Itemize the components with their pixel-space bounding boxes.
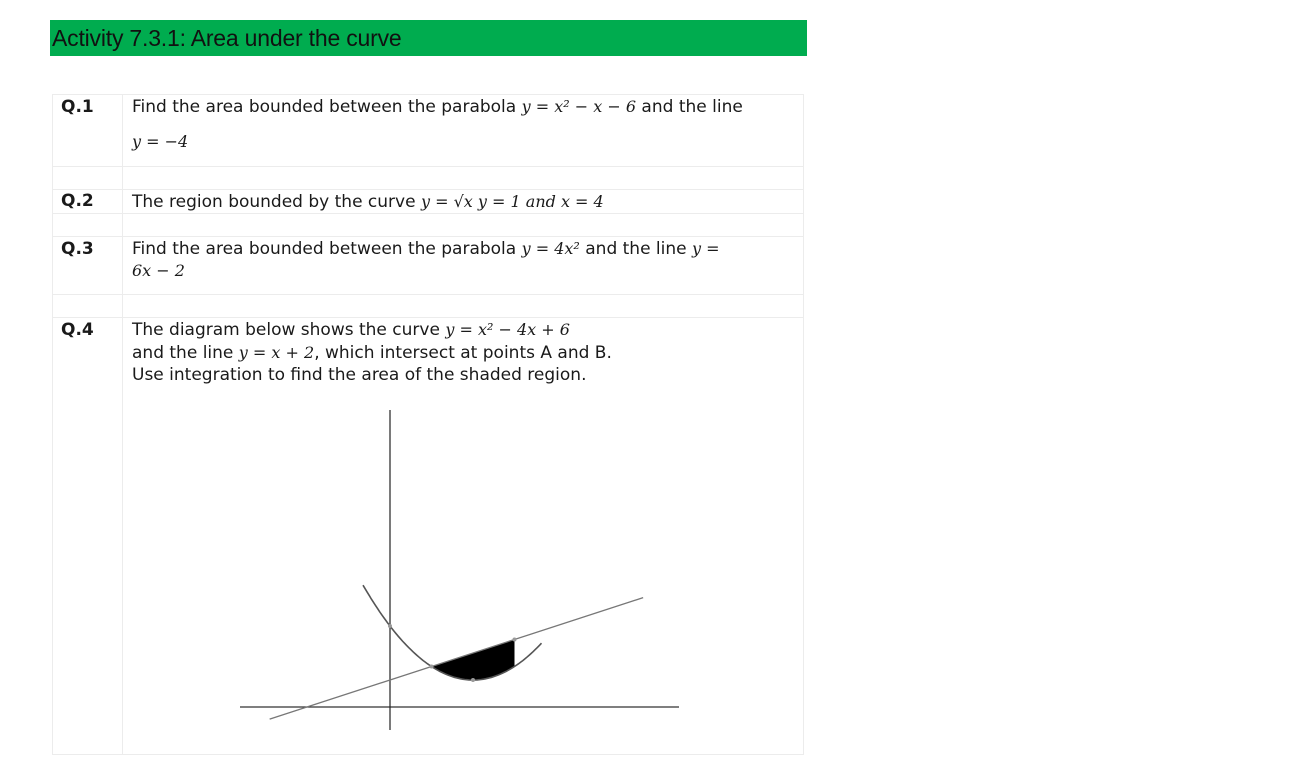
math-expression: y = −4 xyxy=(132,132,189,151)
question-label-q4: Q.4 xyxy=(61,320,94,340)
math-expression: y = xyxy=(692,239,720,258)
question-text-q4: The diagram below shows the curve y = x² − 4x + 6 xyxy=(132,320,570,340)
question-label-q1: Q.1 xyxy=(61,97,94,117)
y-intercept-point xyxy=(388,624,392,628)
vertex-point xyxy=(471,678,475,682)
question-label-q3: Q.3 xyxy=(61,239,94,259)
math-expression: y = √x y = 1 and x = 4 xyxy=(420,192,604,211)
question-label-q2: Q.2 xyxy=(61,191,94,211)
intersection-point-b xyxy=(513,638,517,642)
math-expression: y = x² − 4x + 6 xyxy=(445,320,570,339)
intersection-point-a xyxy=(430,665,434,669)
math-expression: y = 4x² xyxy=(521,239,580,258)
question-text-q2: The region bounded by the curve y = √x y = 1 and x = 4 xyxy=(132,192,604,212)
question-text-q4-line2: and the line y = x + 2, which intersect at points A and B. xyxy=(132,343,612,363)
activity-title: Activity 7.3.1: Area under the curve xyxy=(52,25,402,51)
math-expression: 6x − 2 xyxy=(132,261,185,280)
line-y-equals-x-plus-2 xyxy=(270,598,644,720)
question-text-q4-line3: Use integration to find the area of the shaded region. xyxy=(132,365,587,385)
question-text-q3: Find the area bounded between the parabola y = 4x² and the line y = xyxy=(132,239,720,259)
question-text-q1: Find the area bounded between the parabola y = x² − x − 6 and the line xyxy=(132,97,743,117)
math-expression: y = x² − x − 6 xyxy=(521,97,637,116)
math-expression: y = x + 2 xyxy=(238,343,315,362)
